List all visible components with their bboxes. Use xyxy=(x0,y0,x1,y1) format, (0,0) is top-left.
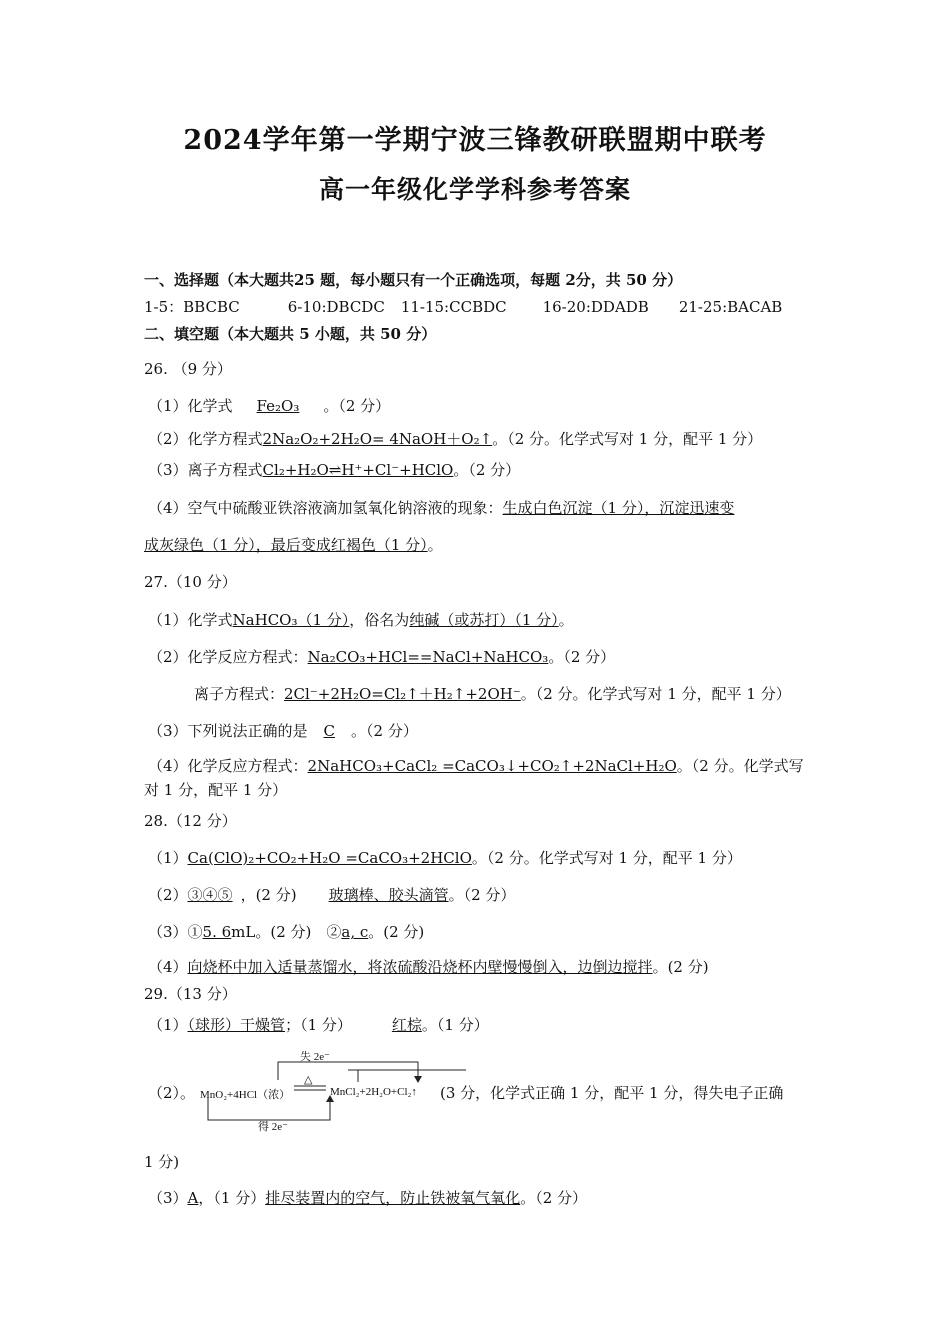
q28-part2 xyxy=(148,885,515,905)
answer: Na₂CO₃+HCl==NaCl+NaHCO₃ xyxy=(307,648,549,666)
text: ，(2 分) xyxy=(240,886,297,904)
answer: 2NaHCO₃+CaCl₂ =CaCO₃↓+CO₂↑+2NaCl+H₂O xyxy=(307,757,677,775)
text: （3）离子方程式 xyxy=(148,461,263,479)
text: 。 xyxy=(558,611,574,629)
q29-label: 29.（13 分） xyxy=(144,985,237,1003)
products: MnCl₂+2H₂O+Cl₂↑ xyxy=(330,1086,417,1098)
answer: 玻璃棒、胶头滴管 xyxy=(328,886,449,904)
answer-group: 21-25:BACAB xyxy=(678,298,783,316)
text: 。（2 分。化学式写 xyxy=(676,757,804,775)
q28-part3 xyxy=(148,922,424,942)
text: ；（1 分） xyxy=(285,1016,352,1034)
answer: C xyxy=(323,722,336,740)
q27-part3 xyxy=(148,721,418,741)
heat-symbol: △ xyxy=(304,1074,313,1086)
q26-part3 xyxy=(148,460,520,480)
reactants: MnO₂+4HCl（浓） xyxy=(200,1089,291,1101)
text: 。(2 分) xyxy=(368,923,425,941)
lose-electrons-label: 失 2e⁻ xyxy=(300,1051,330,1063)
answer: 红棕 xyxy=(391,1016,422,1034)
q28-label: 28.（12 分） xyxy=(144,812,237,830)
q28-part4 xyxy=(148,957,709,977)
q29-part3 xyxy=(148,1188,587,1208)
q26-part2 xyxy=(148,429,762,449)
answer-group: 11-15:CCBDC xyxy=(400,298,507,316)
text: 。（2 分） xyxy=(323,397,391,415)
text: （2）化学反应方程式： xyxy=(148,648,308,666)
text: （1） xyxy=(148,849,188,867)
answer-group: 6-10:DBCDC xyxy=(287,298,385,316)
q27-part2b xyxy=(194,684,791,704)
answer: 生成白色沉淀（1 分），沉淀迅速变 xyxy=(502,499,735,517)
text: 。（2 分） xyxy=(548,648,616,666)
text: （3）① xyxy=(148,923,203,941)
text: ，俗名为 xyxy=(349,611,410,629)
q26-part1 xyxy=(148,396,390,416)
q26-part4 xyxy=(148,498,734,518)
text: （2） xyxy=(148,886,188,904)
q27-part2 xyxy=(148,647,615,667)
answer-group: 16-20:DDADB xyxy=(542,298,649,316)
answer-group: 1-5：BBCBC xyxy=(144,298,240,316)
text: 。（2 分。化学式写对 1 分，配平 1 分） xyxy=(471,849,742,867)
text: 。（2 分） xyxy=(448,886,516,904)
answer: 纯碱（或苏打）（1 分） xyxy=(409,611,559,629)
answer: （球形）干燥管 xyxy=(187,1016,286,1034)
answer: 向烧杯中加入适量蒸馏水，将浓硫酸沿烧杯内壁慢慢倒入，边倒边搅拌 xyxy=(187,958,653,976)
text: 。（2 分） xyxy=(453,461,521,479)
text: 。（2 分） xyxy=(520,1189,588,1207)
text: ，（1 分） xyxy=(198,1189,266,1207)
answer: 5. 6 xyxy=(202,923,232,941)
q27-part1 xyxy=(148,610,574,630)
text: 。 xyxy=(427,536,443,554)
text: （4）空气中硫酸亚铁溶液滴加氢氧化钠溶液的现象： xyxy=(148,499,503,517)
text: （4）化学反应方程式： xyxy=(148,757,308,775)
q26-label: 26. （9 分） xyxy=(144,360,232,378)
q28-part1 xyxy=(148,848,742,868)
text: 。（2 分。化学式写对 1 分，配平 1 分） xyxy=(492,430,763,448)
page-subtitle: 高一年级化学学科参考答案 xyxy=(318,175,631,204)
gain-electrons-label: 得 2e⁻ xyxy=(258,1121,288,1133)
text: （1） xyxy=(148,1016,188,1034)
q29-part1 xyxy=(148,1015,489,1035)
page-title: 2024学年第一学期宁波三锋教研联盟期中联考 xyxy=(183,125,767,156)
lose-arrow xyxy=(278,1062,418,1080)
answer: A xyxy=(187,1189,199,1207)
text: 。(2 分) xyxy=(652,958,709,976)
text: （2）化学方程式 xyxy=(148,430,263,448)
answer: Ca(ClO)₂+CO₂+H₂O =CaCO₃+2HClO xyxy=(187,849,472,867)
q26-part4-cont xyxy=(144,535,443,555)
q27-label: 27.（10 分） xyxy=(144,573,237,591)
text: 。（2 分。化学式写对 1 分，配平 1 分） xyxy=(520,685,791,703)
answer: 2Cl⁻+2H₂O=Cl₂↑＋H₂↑+2OH⁻ xyxy=(284,685,521,703)
q29-part2-prefix: （2）。 xyxy=(148,1084,196,1102)
answer: 排尽装置内的空气，防止铁被氧气氧化 xyxy=(265,1189,521,1207)
q27-part4-cont: 对 1 分，配平 1 分） xyxy=(144,781,288,799)
q27-part4 xyxy=(148,756,804,776)
answer: 成灰绿色（1 分），最后变成红褐色（1 分） xyxy=(144,536,428,554)
text: （1）化学式 xyxy=(148,397,233,415)
text: （4） xyxy=(148,958,188,976)
lose-arrowhead xyxy=(414,1076,422,1083)
answer: NaHCO₃（1 分） xyxy=(232,611,350,629)
text: mL。(2 分) ② xyxy=(231,923,342,941)
text: （3） xyxy=(148,1189,188,1207)
text: 。（1 分） xyxy=(421,1016,489,1034)
section1-heading: 一、选择题（本大题共25 题，每小题只有一个正确选项，每题 2分，共 50 分） xyxy=(144,271,683,289)
text: 。（2 分） xyxy=(351,722,418,740)
answer: Cl₂+H₂O⇌H⁺+Cl⁻+HClO xyxy=(262,461,454,479)
section2-heading: 二、填空题（本大题共 5 小题，共 50 分） xyxy=(144,325,437,343)
text: （1）化学式 xyxy=(148,611,233,629)
text: （3）下列说法正确的是 xyxy=(148,722,308,740)
q29-part2-score: (3 分，化学式正确 1 分，配平 1 分，得失电子正确 xyxy=(440,1084,784,1102)
answer: 2Na₂O₂+2H₂O= 4NaOH＋O₂↑ xyxy=(262,430,493,448)
answer: Fe₂O₃ xyxy=(256,397,300,415)
redox-equation xyxy=(148,1052,818,1132)
q29-part2-cont: 1 分) xyxy=(144,1153,180,1171)
choice-answers xyxy=(144,297,782,317)
answer: a, c xyxy=(341,923,369,941)
answer: ③④⑤ xyxy=(187,886,233,904)
text: 离子方程式： xyxy=(194,685,285,703)
